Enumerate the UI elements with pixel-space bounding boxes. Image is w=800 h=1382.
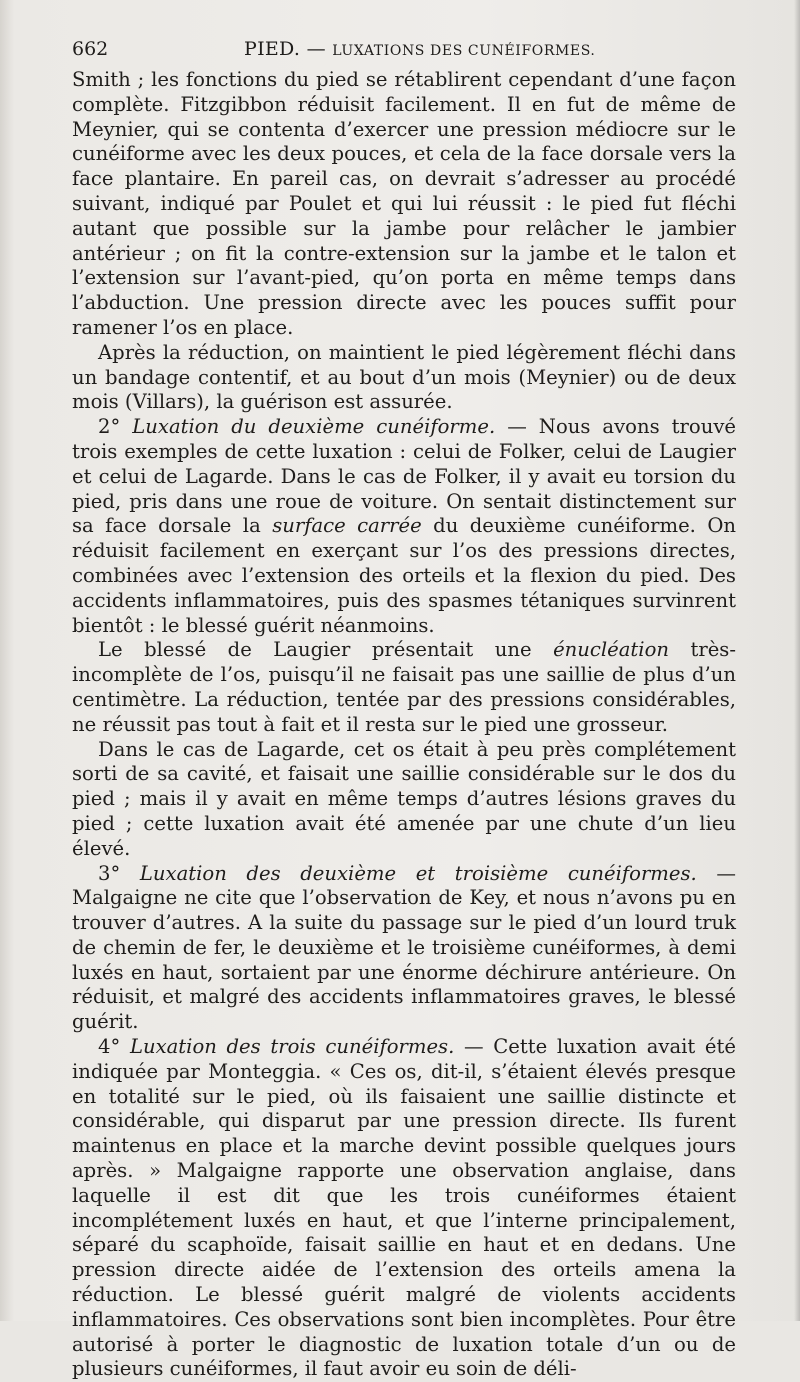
section-heading-3: Luxation des deuxième et troisième cunéiformes. (139, 861, 697, 885)
section-heading-2: Luxation du deuxième cunéiforme. (132, 415, 496, 439)
running-head (72, 34, 736, 64)
paragraph-5: Dans le cas de Lagarde, cet os était à peu près complétement sorti de sa cavité, et faisait une saillie considérable sur le dos du pied ; mais il y avait en même temps d’autres lésions graves du pied ; cette luxation avait été amenée par une chute d’un lieu élevé. (72, 737, 736, 860)
paragraph-2: Après la réduction, on maintient le pied légèrement fléchi dans un bandage contentif, et au bout d’un mois (Meynier) ou de deux mois (Villars), la guérison est assurée. (72, 340, 736, 414)
paragraph-3 (72, 415, 736, 638)
paragraph-7 (72, 1035, 736, 1382)
section-number-2: 2° (98, 415, 121, 439)
paragraph-1: Smith ; les fonctions du pied se rétablirent cependant d’une façon complète. Fitzgibbon réduisit facilement. Il en fut de même de Meynier, qui se contenta d’exercer une pression médiocre sur le cunéiforme avec les deux pouces, et cela de la face dorsale vers la face plantaire. En pareil cas, on devrait s’adresser au procédé suivant, indiqué par Poulet et qui lui réussit : le pied fut fléchi autant que possible sur la jambe pour relâcher le jambier antérieur ; on fit la contre-extension sur la jambe et le talon et l’extension sur l’avant-pied, qu’on porta en même temps dans l’abduction. Une pression directe avec les pouces suffit pour ramener l’os en place. (72, 68, 736, 339)
paragraph-6-text: — Malgaigne ne cite que l’observation de Key, et nous n’avons pu en trouver d’autres. A la suite du passage sur le pied d’un lourd truk de chemin de fer, le deuxième et le troisième cunéiformes, à demi luxés en haut, sortaient par une énorme déchirure antérieure. On réduisit, et malgré des accidents inflammatoires graves, le blessé guérit. (72, 861, 736, 1034)
paragraph-4-text-a: Le blessé de Laugier présentait une (98, 638, 554, 662)
paragraph-6 (72, 862, 736, 1036)
paragraph-4 (72, 638, 736, 737)
page-number: 662 (72, 38, 109, 60)
paragraph-3-emphasis: surface carrée (272, 514, 422, 538)
paragraph-3-text-b: du deuxième cunéiforme. On réduisit facilement en exerçant sur l’os des pressions directes, combinées avec l’extension des orteils et la flexion du pied. Des accidents inflammatoires, puis des spasmes tétaniques survinrent bientôt : le blessé guérit néanmoins. (72, 514, 737, 637)
paragraph-4-emphasis: énucléation (553, 638, 669, 662)
page-edge-shadow (794, 0, 800, 1321)
section-heading-4: Luxation des trois cunéiformes. (129, 1035, 455, 1059)
running-title-sub: LUXATIONS DES CUNÉIFORMES. (332, 43, 596, 59)
running-title-main: PIED. (244, 38, 301, 60)
running-title-dash: — (306, 38, 326, 60)
section-number-4: 4° (98, 1035, 121, 1059)
body-text (72, 68, 736, 1382)
paragraph-3-text-a: — Nous avons trouvé trois exemples de cette luxation : celui de Folker, celui de Laugier et celui de Lagarde. Dans le cas de Folker, il y avait eu torsion du pied, pris dans une roue de voiture. On sentait distinctement sur sa face dorsale la (72, 415, 736, 538)
paragraph-4-text-b: très-incomplète de l’os, puisqu’il ne faisait pas une saillie de plus d’un centimètre. La réduction, tentée par des pressions considérables, ne réussit pas tout à fait et il resta sur le pied une grosseur. (72, 638, 736, 736)
running-title (244, 34, 595, 66)
paragraph-7-text: — Cette luxation avait été indiquée par Monteggia. « Ces os, dit-il, s’étaient élevés presque en totalité sur le pied, où ils faisaient une saillie distincte et considérable, qui disparut par une pression directe. Ils furent maintenus en place et la marche devint possible quelques jours après. » Malgaigne rapporte une observation anglaise, dans laquelle il est dit que les trois cunéiformes étaient incomplétement luxés en haut, et que l’interne principalement, séparé du scaphoïde, faisait saillie en haut et en dedans. Une pression directe aidée de l’extension des orteils amena la réduction. Le blessé guérit malgré de violents accidents inflammatoires. Ces observations sont bien incomplètes. Pour être autorisé à porter le diagnostic de luxation totale d’un ou de plusieurs cunéiformes, il faut avoir eu soin de déli- (72, 1035, 736, 1381)
section-number-3: 3° (98, 861, 121, 885)
